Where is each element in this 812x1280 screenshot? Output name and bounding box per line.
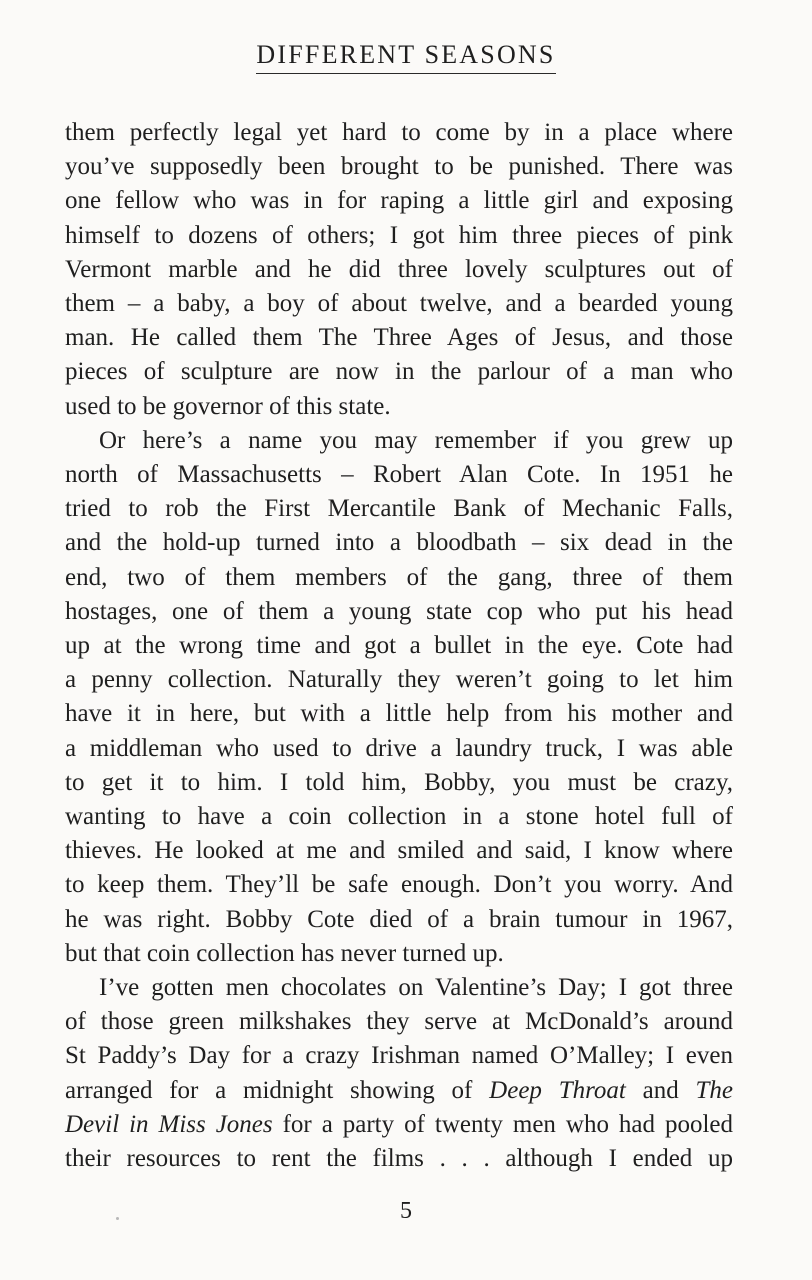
text-fragment: arranged for a midnight showing of bbox=[65, 1076, 490, 1104]
text-line: Vermont marble and he did three lovely sculptures out of bbox=[65, 255, 733, 283]
text-line: himself to dozens of others; I got him three pieces of pink bbox=[65, 221, 733, 249]
text-line: St Paddy’s Day for a crazy Irishman named O’Malley; I even bbox=[65, 1042, 733, 1070]
text-line: used to be governor of this state. bbox=[65, 392, 391, 420]
text-line: their resources to rent the films . . . although I ended up bbox=[65, 1145, 733, 1173]
running-head bbox=[0, 38, 812, 74]
text-line: one fellow who was in for raping a little girl and exposing bbox=[65, 187, 733, 215]
text-line: of those green milkshakes they serve at McDonald’s around bbox=[65, 1008, 733, 1036]
text-line: a penny collection. Naturally they weren’t going to let him bbox=[65, 666, 733, 694]
running-title: DIFFERENT SEASONS bbox=[256, 38, 555, 74]
text-fragment: and bbox=[625, 1076, 696, 1104]
text-line: thieves. He looked at me and smiled and said, I know where bbox=[65, 837, 733, 865]
text-line: hostages, one of them a young state cop who put his head bbox=[65, 597, 733, 625]
text-line: up at the wrong time and got a bullet in the eye. Cote had bbox=[65, 632, 733, 660]
text-line: but that coin collection has never turned up. bbox=[65, 939, 504, 967]
film-title-deep-throat: Deep Throat bbox=[489, 1076, 626, 1104]
text-line: them perfectly legal yet hard to come by in a place where bbox=[65, 119, 733, 146]
text-line: pieces of sculpture are now in the parlour of a man who bbox=[65, 358, 733, 386]
text-line: have it in here, but with a little help from his mother and bbox=[65, 700, 733, 728]
text-line: north of Massachusetts – Robert Alan Cote. In 1951 he bbox=[65, 461, 733, 489]
paragraph-2 bbox=[65, 424, 733, 971]
paper-speck bbox=[116, 1217, 119, 1220]
film-title-devil-in-miss-jones-part: The bbox=[695, 1076, 733, 1104]
text-line: you’ve supposedly been brought to be punished. There was bbox=[65, 153, 733, 181]
paragraph-3 bbox=[65, 971, 733, 1176]
page-number: 5 bbox=[400, 1198, 412, 1224]
text-line bbox=[65, 1108, 733, 1142]
text-line: I’ve gotten men chocolates on Valentine’s Day; I got three bbox=[99, 974, 733, 1002]
text-line: wanting to have a coin collection in a stone hotel full of bbox=[65, 803, 733, 831]
body-text bbox=[65, 116, 733, 1176]
text-line: them – a baby, a boy of about twelve, and a bearded young bbox=[65, 290, 733, 318]
paragraph-1 bbox=[65, 116, 733, 424]
text-line: a middleman who used to drive a laundry truck, I was able bbox=[65, 734, 733, 762]
text-line: and the hold-up turned into a bloodbath – six dead in the bbox=[65, 529, 733, 557]
text-line: man. He called them The Three Ages of Jesus, and those bbox=[65, 324, 733, 352]
text-line: he was right. Bobby Cote died of a brain tumour in 1967, bbox=[65, 905, 733, 933]
text-line: end, two of them members of the gang, three of them bbox=[65, 563, 733, 591]
text-fragment: for a party of twenty men who had pooled bbox=[272, 1110, 734, 1138]
text-line bbox=[65, 1074, 733, 1108]
text-line: Or here’s a name you may remember if you grew up bbox=[99, 426, 733, 454]
text-line: to get it to him. I told him, Bobby, you must be crazy, bbox=[65, 768, 733, 796]
text-line: tried to rob the First Mercantile Bank of Mechanic Falls, bbox=[65, 495, 733, 523]
text-line: to keep them. They’ll be safe enough. Don’t you worry. And bbox=[65, 871, 733, 899]
film-title-devil-in-miss-jones: Devil in Miss Jones bbox=[65, 1110, 273, 1138]
